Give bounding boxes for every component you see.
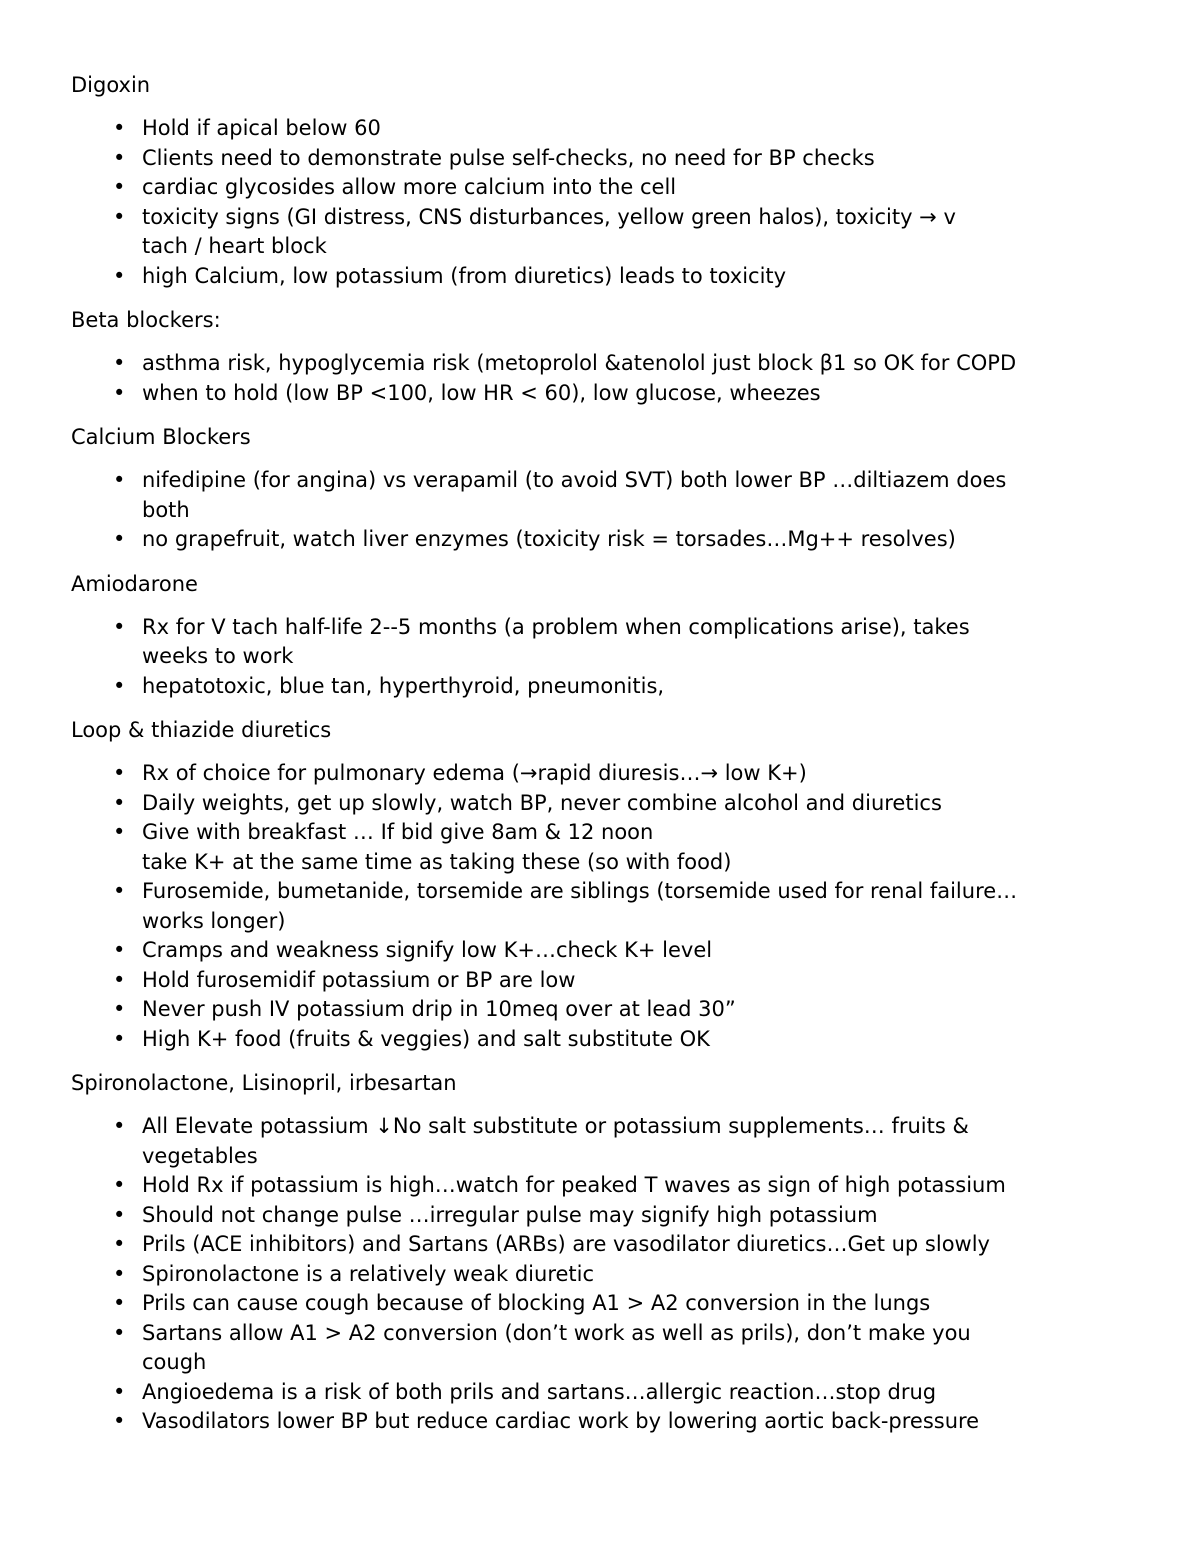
bullet-list	[71, 114, 1141, 291]
list-item	[71, 995, 1141, 1025]
list-item-text: Cramps and weakness signify low K+…check K+ level	[142, 938, 713, 962]
list-item	[71, 759, 1141, 789]
list-item	[71, 1112, 1141, 1171]
list-item-text: Prils can cause cough because of blocking A1 > A2 conversion in the lungs	[142, 1291, 931, 1315]
bullet-list	[71, 466, 1141, 555]
section-heading: Beta blockers:	[71, 308, 221, 332]
list-item-text: Daily weights, get up slowly, watch BP, never combine alcohol and diuretics	[142, 790, 942, 815]
document-page	[71, 70, 1141, 1451]
list-item-text: Prils (ACE inhibitors) and Sartans (ARBs) are vasodilator diuretics…Get up slowly	[142, 1232, 990, 1256]
bullet-icon: •	[113, 1320, 126, 1345]
bullet-icon: •	[113, 351, 126, 375]
list-item-text: vegetables	[142, 1143, 258, 1168]
list-item	[71, 613, 1141, 672]
list-item-text: Spironolactone is a relatively weak diuretic	[142, 1261, 595, 1286]
list-item	[71, 203, 1141, 262]
bullet-icon: •	[113, 938, 126, 962]
list-item	[71, 1378, 1141, 1408]
bullet-icon: •	[113, 527, 126, 551]
list-item	[71, 1171, 1141, 1201]
list-item	[71, 936, 1141, 966]
bullet-icon: •	[113, 967, 126, 992]
list-item-text: Hold furosemidif potassium or BP are low	[142, 967, 576, 992]
list-item	[71, 466, 1141, 525]
bullet-icon: •	[113, 1409, 126, 1433]
list-item-text: Never push IV potassium drip in 10meq over at lead 30”	[142, 997, 736, 1021]
bullet-icon: •	[113, 468, 126, 492]
list-item-text: cardiac glycosides allow more calcium into the cell	[142, 175, 677, 199]
bullet-icon: •	[113, 263, 126, 288]
bullet-icon: •	[113, 1379, 126, 1404]
section-heading: Loop & thiazide diuretics	[71, 718, 332, 742]
bullet-list	[71, 1112, 1141, 1437]
list-item-text: cough	[142, 1350, 207, 1374]
list-item-text: no grapefruit, watch liver enzymes (toxicity risk = torsades…Mg++ resolves)	[142, 527, 956, 551]
bullet-icon: •	[113, 145, 126, 170]
bullet-icon: •	[113, 761, 126, 785]
list-item	[71, 1025, 1141, 1055]
list-item-text: take K+ at the same time as taking these (so with food)	[142, 849, 732, 874]
list-item-text: Rx of choice for pulmonary edema (→rapid diuresis…→ low K+)	[142, 761, 807, 785]
list-item	[71, 173, 1141, 203]
list-item	[71, 1201, 1141, 1231]
bullet-icon: •	[113, 116, 126, 140]
bullet-icon: •	[113, 1261, 126, 1286]
list-item	[71, 262, 1141, 292]
list-item	[71, 349, 1141, 379]
bullet-list	[71, 349, 1141, 408]
list-item-text: Clients need to demonstrate pulse self-checks, no need for BP checks	[142, 145, 875, 170]
list-item-text: works longer)	[142, 908, 286, 933]
list-item	[71, 525, 1141, 555]
bullet-icon: •	[113, 673, 126, 698]
list-item	[71, 672, 1141, 702]
bullet-icon: •	[113, 1232, 126, 1256]
list-item-text: Sartans allow A1 > A2 conversion (don’t work as well as prils), don’t make you	[142, 1320, 971, 1345]
bullet-icon: •	[113, 204, 126, 229]
list-item-text: Should not change pulse …irregular pulse may signify high potassium	[142, 1202, 878, 1227]
list-item-text: toxicity signs (GI distress, CNS disturbances, yellow green halos), toxicity → v	[142, 204, 956, 229]
list-item	[71, 1260, 1141, 1290]
list-item-text: when to hold (low BP <100, low HR < 60), low glucose, wheezes	[142, 380, 821, 405]
list-item-text: Furosemide, bumetanide, torsemide are siblings (torsemide used for renal failure…	[142, 879, 1018, 903]
list-item-text: hepatotoxic, blue tan, hyperthyroid, pneumonitis,	[142, 673, 665, 698]
list-item-text: High K+ food (fruits & veggies) and salt substitute OK	[142, 1026, 710, 1051]
list-item	[71, 114, 1141, 144]
bullet-icon: •	[113, 380, 126, 405]
list-item-text: Give with breakfast … If bid give 8am & 12 noon	[142, 820, 654, 844]
bullet-icon: •	[113, 1114, 126, 1138]
list-item	[71, 966, 1141, 996]
section-heading: Digoxin	[71, 73, 151, 97]
bullet-icon: •	[113, 879, 126, 903]
list-item-text: Vasodilators lower BP but reduce cardiac work by lowering aortic back-pressure	[142, 1409, 980, 1433]
bullet-icon: •	[113, 1026, 126, 1051]
bullet-icon: •	[113, 1291, 126, 1315]
bullet-list	[71, 613, 1141, 702]
list-item	[71, 877, 1141, 936]
bullet-icon: •	[113, 1202, 126, 1227]
bullet-icon: •	[113, 1173, 126, 1197]
list-item-text: both	[142, 497, 190, 522]
bullet-icon: •	[113, 614, 126, 639]
list-item-text: tach / heart block	[142, 234, 327, 258]
list-item	[71, 1289, 1141, 1319]
list-item-text: weeks to work	[142, 644, 294, 668]
list-item	[71, 1230, 1141, 1260]
list-item-text: Angioedema is a risk of both prils and sartans…allergic reaction…stop drug	[142, 1379, 937, 1404]
list-item	[71, 1407, 1141, 1437]
list-item-text: nifedipine (for angina) vs verapamil (to avoid SVT) both lower BP …diltiazem does	[142, 468, 1007, 492]
section-heading: Calcium Blockers	[71, 425, 251, 449]
list-item	[71, 1319, 1141, 1378]
list-item	[71, 144, 1141, 174]
list-item	[71, 789, 1141, 819]
list-item-text: asthma risk, hypoglycemia risk (metoprolol &atenolol just block β1 so OK for COPD	[142, 351, 1017, 375]
list-item	[71, 818, 1141, 877]
list-item-text: Hold Rx if potassium is high…watch for peaked T waves as sign of high potassium	[142, 1173, 1006, 1197]
bullet-icon: •	[113, 175, 126, 199]
bullet-list	[71, 759, 1141, 1054]
bullet-icon: •	[113, 820, 126, 844]
list-item-text: Hold if apical below 60	[142, 116, 381, 140]
list-item-text: high Calcium, low potassium (from diuretics) leads to toxicity	[142, 263, 787, 288]
section-heading: Spironolactone, Lisinopril, irbesartan	[71, 1071, 457, 1095]
bullet-icon: •	[113, 790, 126, 815]
bullet-icon: •	[113, 997, 126, 1021]
list-item-text: All Elevate potassium ↓No salt substitute or potassium supplements… fruits &	[142, 1114, 969, 1138]
list-item	[71, 379, 1141, 409]
list-item-text: Rx for V tach half-life 2--5 months (a problem when complications arise), takes	[142, 614, 970, 639]
section-heading: Amiodarone	[71, 571, 198, 596]
